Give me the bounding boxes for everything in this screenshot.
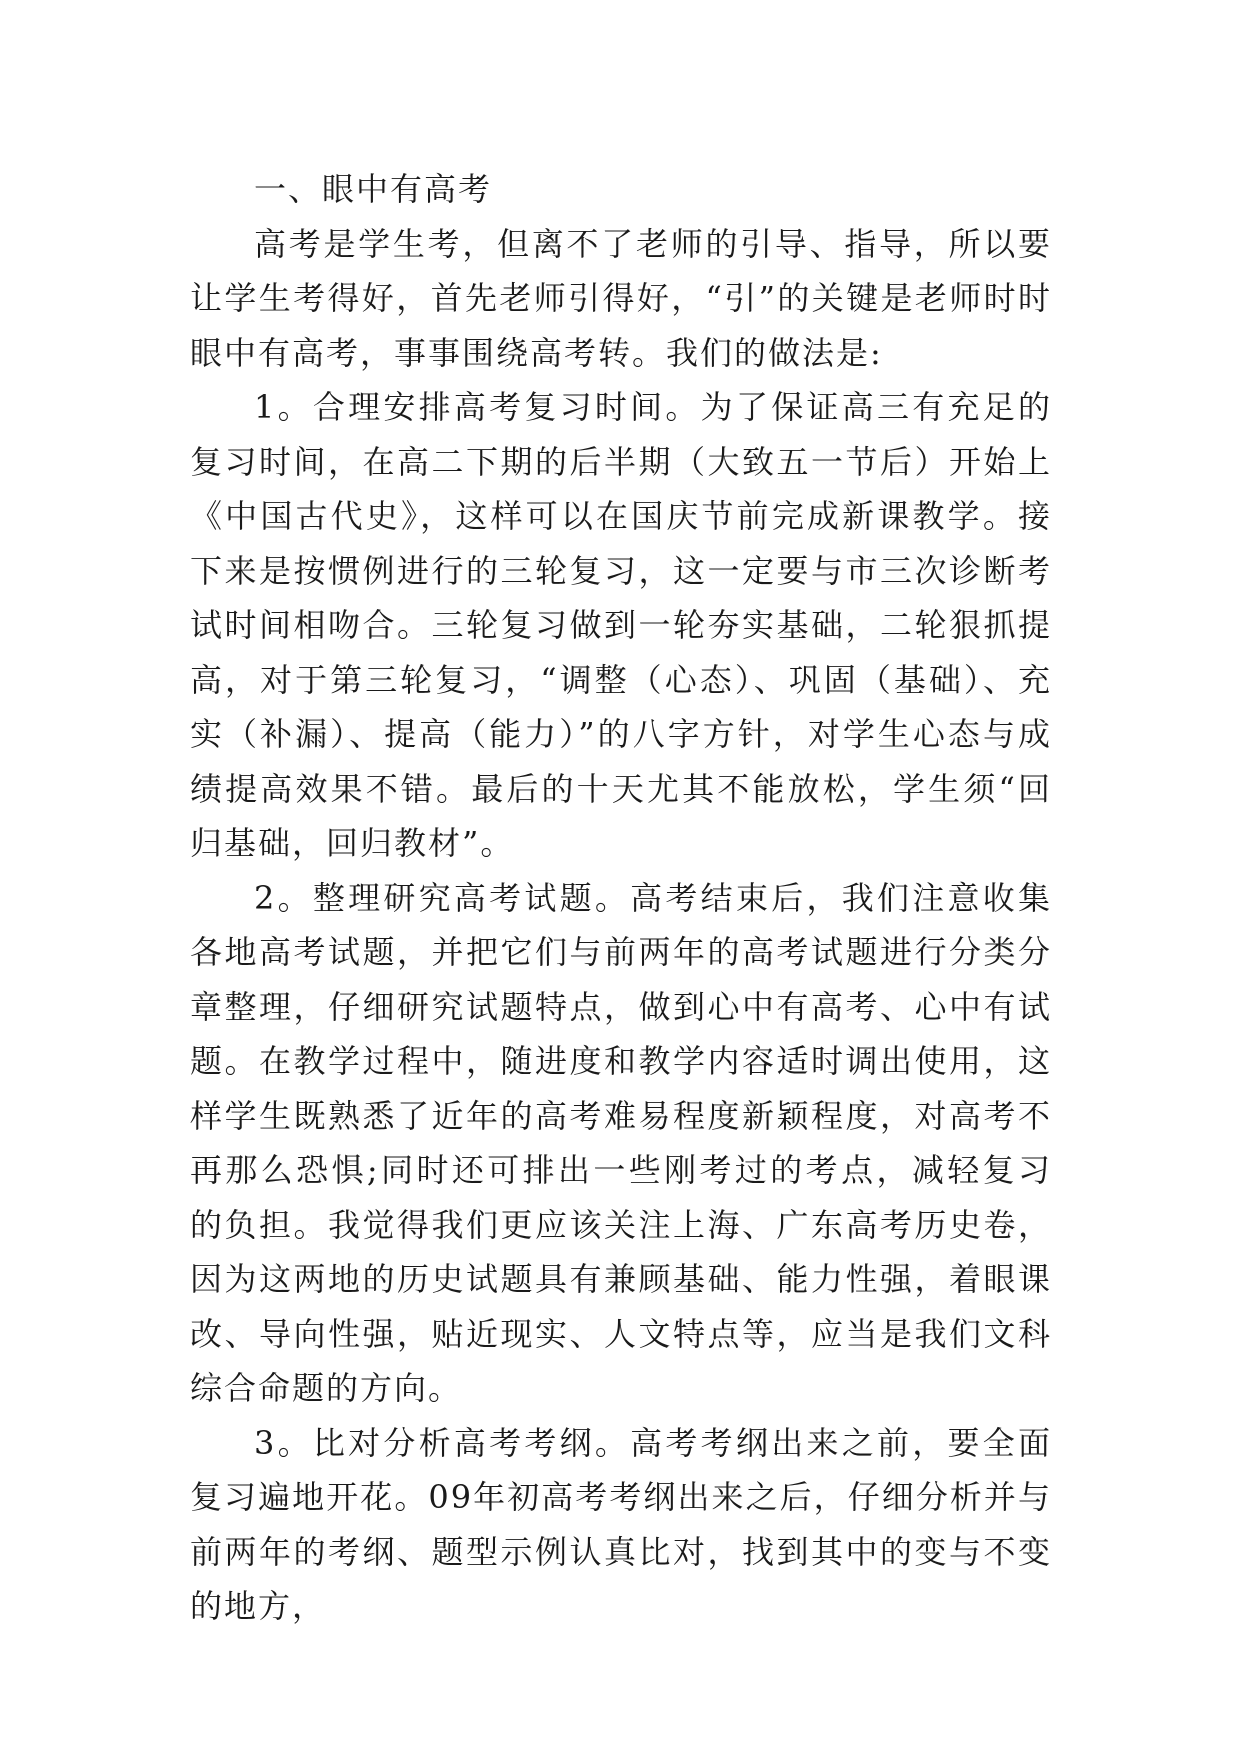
document-body — [190, 162, 1052, 1634]
section-heading: 一、眼中有高考 — [254, 170, 493, 208]
paragraph-point-1: 1。合理安排高考复习时间。为了保证高三有充足的复习时间，在高二下期的后半期（大致五一节后）开始上《中国古代史》，这样可以在国庆节前完成新课教学。接下来是按惯例进行的三轮复习，这一定要与市三次诊断考试时间相吻合。三轮复习做到一轮夯实基础，二轮狠抓提高，对于第三轮复习，“调整（心态）、巩固（基础）、充实（补漏）、提高（能力）”的八字方针，对学生心态与成绩提高效果不错。最后的十天尤其不能放松，学生须“回归基础，回归教材”。 — [190, 388, 1052, 862]
paragraph-point-3: 3。比对分析高考考纲。高考考纲出来之前，要全面复习遍地开花。09年初高考考纲出来之后，仔细分析并与前两年的考纲、题型示例认真比对，找到其中的变与不变的地方， — [190, 1423, 1052, 1625]
paragraph-intro: 高考是学生考，但离不了老师的引导、指导，所以要让学生考得好，首先老师引得好，“引”的关键是老师时时眼中有高考，事事围绕高考转。我们的做法是: — [190, 224, 1052, 372]
paragraph-point-2: 2。整理研究高考试题。高考结束后，我们注意收集各地高考试题，并把它们与前两年的高考试题进行分类分章整理，仔细研究试题特点，做到心中有高考、心中有试题。在教学过程中，随进度和教学内容适时调出使用，这样学生既熟悉了近年的高考难易程度新颖程度，对高考不再那么恐惧;同时还可排出一些刚考过的考点，减轻复习的负担。我觉得我们更应该关注上海、广东高考历史卷，因为这两地的历史试题具有兼顾基础、能力性强，着眼课改、导向性强，贴近现实、人文特点等，应当是我们文科综合命题的方向。 — [190, 878, 1052, 1407]
